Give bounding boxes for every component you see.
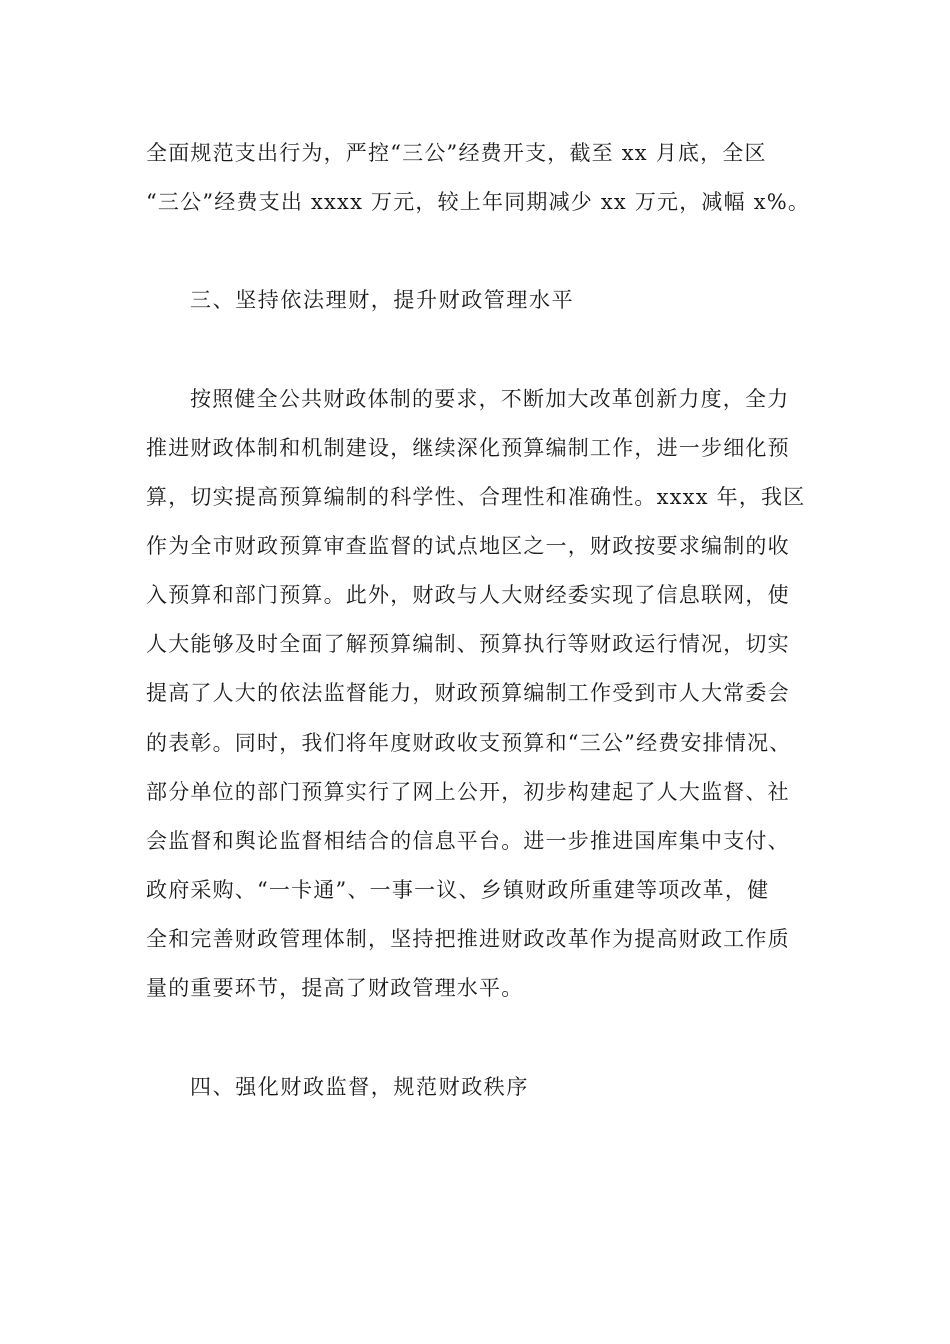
paragraph-line: 按照健全公共财政体制的要求，不断加大改革创新力度，全力 [190,387,790,411]
paragraph-line: 全面规范支出行为，严控“三公”经费开支，截至 xx 月底，全区 [146,141,767,165]
paragraph-line: 入预算和部门预算。此外，财政与人大财经委实现了信息联网，使 [146,583,790,607]
paragraph-line: 政府采购、“一卡通”、一事一议、乡镇财政所重建等项改革，健 [146,878,770,902]
paragraph-line: 作为全市财政预算审查监督的试点地区之一，财政按要求编制的收 [146,534,790,558]
paragraph-line: 量的重要环节，提高了财政管理水平。 [146,976,524,1000]
paragraph-line: 部分单位的部门预算实行了网上公开，初步构建起了人大监督、社 [146,780,790,804]
section-heading-4: 四、强化财政监督，规范财政秩序 [190,1075,529,1099]
paragraph-line: 的表彰。同时，我们将年度财政收支预算和“三公”经费安排情况、 [146,731,792,755]
paragraph-line: 全和完善财政管理体制，坚持把推进财政改革作为提高财政工作质 [146,927,790,951]
paragraph-line: 提高了人大的依法监督能力，财政预算编制工作受到市人大常委会 [146,681,790,705]
paragraph-line: 会监督和舆论监督相结合的信息平台。进一步推进国库集中支付、 [146,829,790,853]
section-heading-3: 三、坚持依法理财，提升财政管理水平 [190,288,575,312]
paragraph-line: 算，切实提高预算编制的科学性、合理性和准确性。xxxx 年，我区 [146,485,806,509]
paragraph-line: “三公”经费支出 xxxx 万元，较上年同期减少 xx 万元，减幅 x%。 [146,190,811,214]
paragraph-line: 人大能够及时全面了解预算编制、预算执行等财政运行情况，切实 [146,632,790,656]
paragraph-line: 推进财政体制和机制建设，继续深化预算编制工作，进一步细化预 [146,436,790,460]
